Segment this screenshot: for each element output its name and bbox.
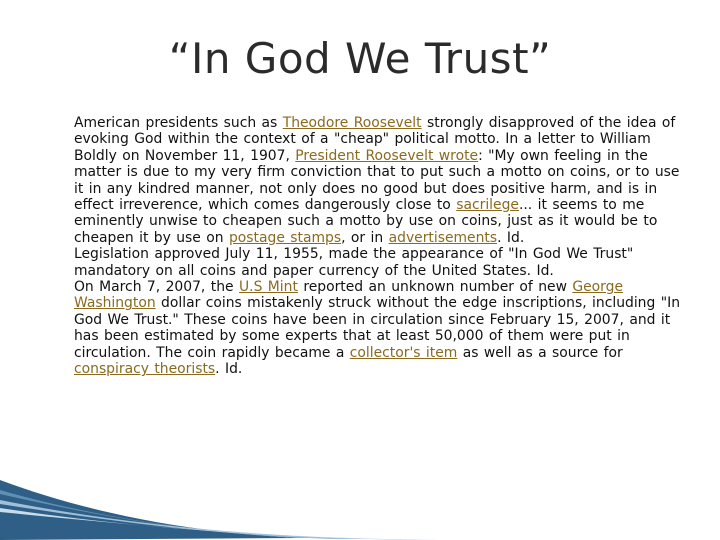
- bullet-text: as well as a source for: [457, 344, 623, 361]
- bullet-text: On March 7, 2007, the: [74, 279, 239, 296]
- inline-link[interactable]: postage stamps: [228, 229, 342, 246]
- inline-link[interactable]: President Roosevelt wrote: [295, 147, 479, 164]
- bullet-item: [52, 246, 682, 279]
- bullet-text: , or in: [341, 229, 389, 246]
- inline-link[interactable]: conspiracy theorists: [74, 361, 216, 378]
- bullet-list: [52, 115, 682, 378]
- bullet-text: strongly disapproved of the idea of evoking God within the context of a "cheap" political motto. In a letter to William Boldly on November 11, 1907,: [74, 115, 676, 164]
- bullet-text: . Id.: [215, 361, 243, 378]
- bullet-text: . Id.: [497, 229, 525, 246]
- inline-link[interactable]: collector's item: [349, 344, 458, 361]
- bullet-text: Legislation approved July 11, 1955, made the appearance of "In God We Trust" mandatory on all coins and paper currency of the United States. Id.: [74, 246, 634, 279]
- inline-link[interactable]: George Washington: [74, 279, 623, 312]
- slide-title: “In God We Trust”: [168, 34, 552, 83]
- bullet-text: American presidents such as: [74, 115, 283, 131]
- bullet-text: dollar coins mistakenly struck without the edge inscriptions, including "In God We Trust." These coins have been in circulation since February 15, 2007, and it has been estimated by some experts that at least 50,000 of them were put in circulation. The coin rapidly became a: [74, 295, 681, 361]
- bullet-text: reported an unknown number of new: [297, 279, 573, 296]
- inline-link[interactable]: U.S Mint: [238, 279, 298, 296]
- bullet-item: [52, 115, 682, 246]
- bullet-item: [52, 279, 682, 377]
- inline-link[interactable]: Theodore Roosevelt: [282, 115, 422, 131]
- bullet-text: ... it seems to me eminently unwise to cheapen such a motto by use on coins, just as it would be to cheapen it by use on: [74, 197, 658, 246]
- wave-decoration: [0, 450, 720, 540]
- bullet-text: : "My own feeling in the matter is due to my very firm conviction that to put such a motto on coins, or to use it in any kindred manner, not only does no good but does positive harm, and is in effect irreverence, which comes dangerously close to: [74, 147, 680, 214]
- inline-link[interactable]: advertisements: [388, 229, 498, 246]
- inline-link[interactable]: sacrilege: [456, 197, 519, 214]
